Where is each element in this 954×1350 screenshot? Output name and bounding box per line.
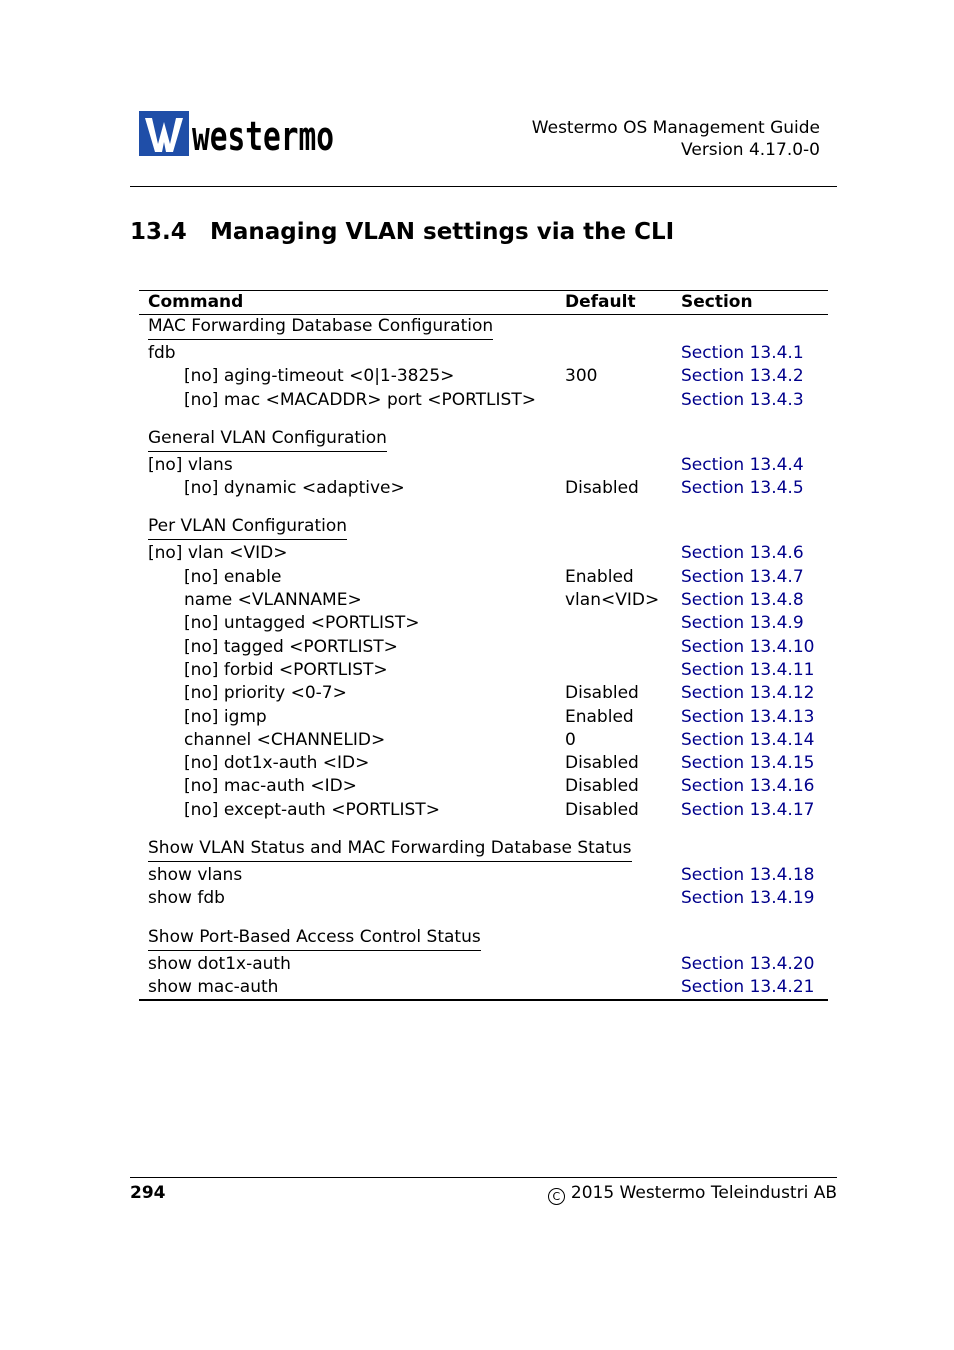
table-body	[139, 315, 828, 999]
section-title: Managing VLAN settings via the CLI	[210, 219, 675, 245]
command-cell: show dot1x-auth	[148, 953, 291, 974]
section-link[interactable]: Section 13.4.1	[681, 343, 804, 363]
document-version: Version 4.17.0-0	[681, 140, 820, 160]
group-spacer	[139, 911, 828, 926]
command-cell: [no] forbid <PORTLIST>	[184, 659, 388, 680]
header-command: Command	[148, 292, 244, 312]
westermo-logo	[139, 110, 339, 158]
table-row	[139, 566, 828, 589]
copyright-icon: C	[548, 1188, 565, 1205]
section-heading	[130, 219, 674, 245]
section-link[interactable]: Section 13.4.11	[681, 659, 815, 680]
command-cell: [no] mac <MACADDR> port <PORTLIST>	[184, 389, 536, 410]
document-title: Westermo OS Management Guide	[531, 118, 820, 138]
default-cell: Disabled	[565, 776, 639, 797]
command-cell: [no] untagged <PORTLIST>	[184, 613, 420, 634]
table-row	[139, 636, 828, 659]
section-number: 13.4	[130, 219, 187, 245]
command-cell: [no] priority <0-7>	[184, 683, 347, 704]
section-link[interactable]: Section 13.4.9	[681, 613, 804, 634]
default-cell: Disabled	[565, 799, 639, 820]
command-cell: [no] tagged <PORTLIST>	[184, 636, 398, 657]
section-link[interactable]: Section 13.4.2	[681, 366, 804, 387]
table-row	[139, 682, 828, 705]
command-cell: [no] aging-timeout <0|1-3825>	[184, 366, 455, 387]
table-row	[139, 659, 828, 682]
group-spacer	[139, 500, 828, 515]
table-row	[139, 477, 828, 500]
command-cell: [no] except-auth <PORTLIST>	[184, 799, 440, 820]
table-row	[139, 365, 828, 388]
command-cell: [no] dot1x-auth <ID>	[184, 753, 370, 774]
default-cell: Disabled	[565, 753, 639, 774]
default-cell: 300	[565, 366, 598, 387]
default-cell: Enabled	[565, 706, 634, 727]
westermo-logo-graphic	[139, 110, 339, 158]
group-title: MAC Forwarding Database Configuration	[148, 315, 493, 340]
logo-wordmark: westermo	[192, 114, 334, 160]
command-cell: name <VLANNAME>	[184, 590, 362, 611]
table-row	[139, 976, 828, 999]
group-heading	[139, 427, 828, 454]
command-cell: show vlans	[148, 865, 243, 886]
footer-rule	[130, 1177, 837, 1178]
section-link[interactable]: Section 13.4.17	[681, 799, 815, 820]
section-link[interactable]: Section 13.4.10	[681, 636, 815, 657]
page-number: 294	[130, 1183, 166, 1203]
header-section: Section	[681, 292, 753, 312]
header-default: Default	[565, 292, 636, 312]
default-cell: 0	[565, 729, 576, 750]
section-link[interactable]: Section 13.4.7	[681, 566, 804, 587]
group-heading	[139, 315, 828, 342]
command-cell: [no] dynamic <adaptive>	[184, 478, 405, 499]
command-cell: [no] enable	[184, 566, 282, 587]
table-row	[139, 752, 828, 775]
table-row	[139, 706, 828, 729]
section-link[interactable]: Section 13.4.15	[681, 753, 815, 774]
group-heading	[139, 515, 828, 542]
default-cell: vlan<VID>	[565, 590, 660, 611]
command-cell: fdb	[148, 343, 176, 363]
section-link[interactable]: Section 13.4.16	[681, 776, 815, 797]
command-table	[139, 290, 828, 1001]
copyright	[548, 1183, 837, 1205]
table-row	[139, 342, 828, 365]
group-spacer	[139, 412, 828, 427]
section-link[interactable]: Section 13.4.8	[681, 590, 804, 611]
table-row	[139, 887, 828, 910]
default-cell: Disabled	[565, 478, 639, 499]
section-link[interactable]: Section 13.4.4	[681, 454, 804, 475]
group-heading	[139, 837, 828, 864]
section-link[interactable]: Section 13.4.5	[681, 478, 804, 499]
section-link[interactable]: Section 13.4.19	[681, 888, 815, 909]
section-link[interactable]: Section 13.4.21	[681, 976, 815, 997]
header-rule	[130, 186, 837, 187]
command-cell: show mac-auth	[148, 976, 279, 997]
section-link[interactable]: Section 13.4.12	[681, 683, 815, 704]
table-row	[139, 389, 828, 412]
command-cell: [no] igmp	[184, 706, 267, 727]
default-cell: Disabled	[565, 683, 639, 704]
group-title: Show VLAN Status and MAC Forwarding Database Status	[148, 837, 632, 862]
table-row	[139, 729, 828, 752]
command-cell: channel <CHANNELID>	[184, 729, 386, 750]
table-row	[139, 542, 828, 565]
section-link[interactable]: Section 13.4.3	[681, 389, 804, 410]
table-row	[139, 589, 828, 612]
command-cell: show fdb	[148, 888, 225, 909]
table-row	[139, 799, 828, 822]
group-spacer	[139, 822, 828, 837]
copyright-text: 2015 Westermo Teleindustri AB	[570, 1183, 837, 1203]
command-cell: [no] vlan <VID>	[148, 543, 288, 564]
table-row	[139, 953, 828, 976]
section-link[interactable]: Section 13.4.6	[681, 543, 804, 564]
section-link[interactable]: Section 13.4.18	[681, 865, 815, 886]
document-header	[532, 117, 820, 161]
command-cell: [no] vlans	[148, 454, 233, 475]
command-cell: [no] mac-auth <ID>	[184, 776, 357, 797]
default-cell: Enabled	[565, 566, 634, 587]
section-link[interactable]: Section 13.4.13	[681, 706, 815, 727]
table-header	[139, 291, 828, 315]
section-link[interactable]: Section 13.4.14	[681, 729, 815, 750]
section-link[interactable]: Section 13.4.20	[681, 953, 815, 974]
table-row	[139, 775, 828, 798]
group-heading	[139, 926, 828, 953]
table-row	[139, 612, 828, 635]
group-title: Per VLAN Configuration	[148, 515, 347, 540]
group-title: Show Port-Based Access Control Status	[148, 926, 481, 951]
group-title: General VLAN Configuration	[148, 427, 387, 452]
table-row	[139, 454, 828, 477]
table-row	[139, 864, 828, 887]
